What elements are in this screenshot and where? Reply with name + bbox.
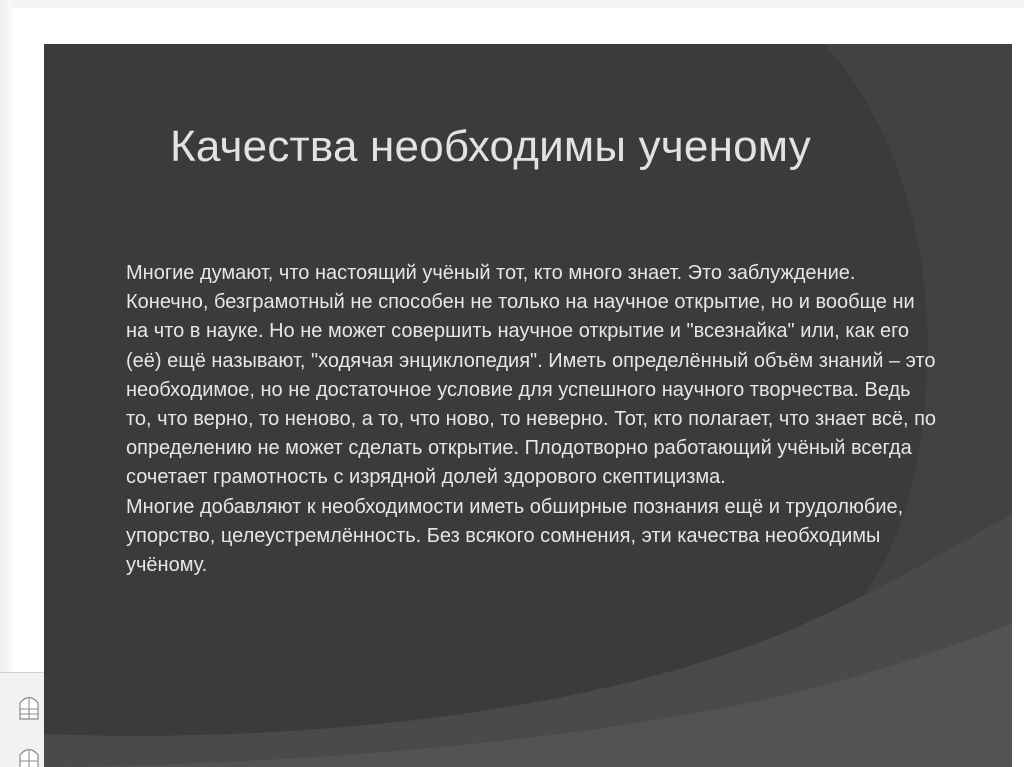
right-margin: [1012, 44, 1024, 767]
frame-top: [0, 0, 1024, 8]
window-icon: [18, 743, 40, 767]
body-paragraph-1: Многие думают, что настоящий учёный тот, кто много знает. Это заблуждение. Конечно, безграмотный не способен не только на научное открытие, но и вообще ни на что в науке. Но не может совершить научное открытие и "всезнайка" или, как его (её) ещё называют, "ходячая энциклопедия". Иметь определённый объём знаний – это необходимое, но не достаточное условие для успешного научного творчества. Ведь то, что верно, то неново, а то, что ново, то неверно. Тот, кто полагает, что знает всё, по определению не может сделать открытие. Плодотворно работающий учёный всегда сочетает грамотность с изрядной долей здорового скептицизма.: [126, 262, 937, 489]
slide-title: Качества необходимы ученому: [170, 122, 811, 171]
slide-body: [126, 259, 938, 580]
slide: [44, 44, 1012, 767]
window-icon: [18, 691, 40, 721]
body-paragraph-2: Многие добавляют к необходимости иметь обширные познания ещё и трудолюбие, упорство, целеустремлённость. Без всякого сомнения, эти качества необходимы учёному.: [126, 495, 904, 577]
frame-left: [0, 0, 12, 767]
corner-decoration: [0, 672, 44, 767]
